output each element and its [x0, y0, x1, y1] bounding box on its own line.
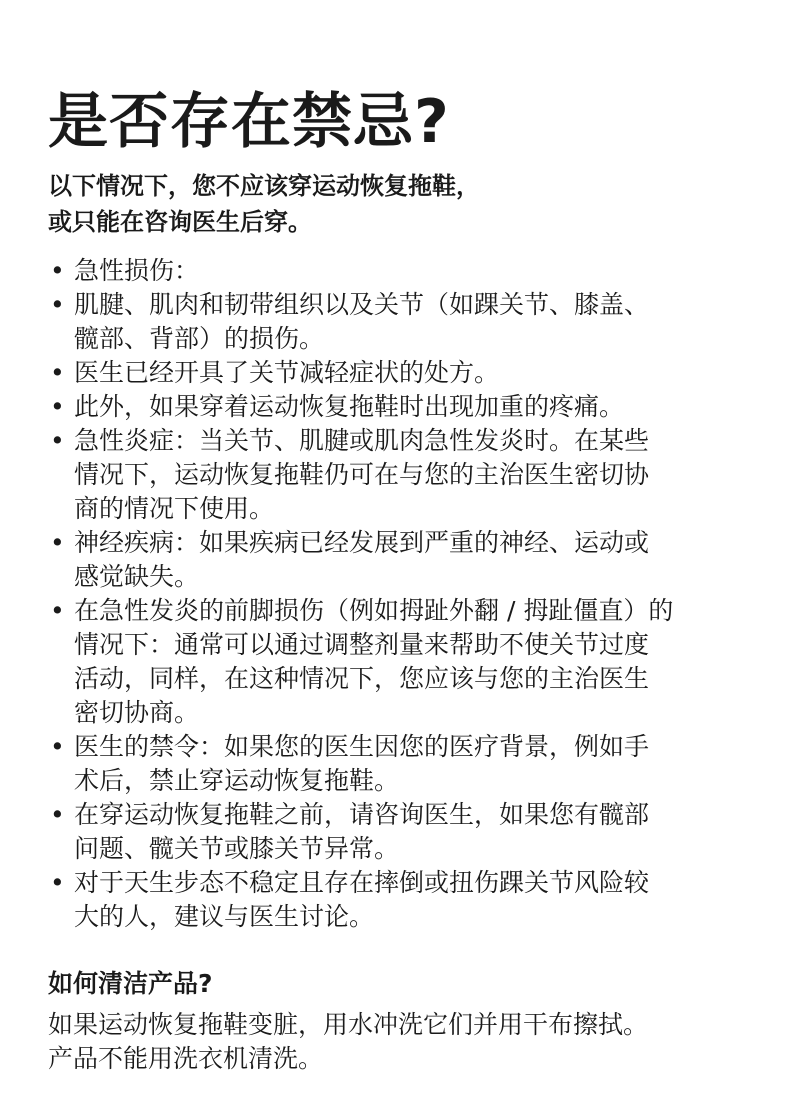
list-item: [48, 730, 748, 798]
list-item: [48, 526, 748, 594]
cleaning-line: 如果运动恢复拖鞋变脏，用水冲洗它们并用干布擦拭。: [48, 1010, 649, 1039]
page-title: 是否存在禁忌?: [48, 87, 450, 157]
list-item: [48, 798, 748, 866]
bullet: •: [50, 290, 65, 319]
list-item: [48, 424, 748, 526]
list-item-line: 急性损伤：: [74, 256, 200, 285]
list-item-line: 急性炎症：当关节、肌腱或肌肉急性发炎时。在某些: [74, 426, 650, 455]
list-item-line: 情况下，运动恢复拖鞋仍可在与您的主治医生密切协: [74, 460, 650, 489]
list-item-line: 情况下：通常可以通过调整剂量来帮助不使关节过度: [74, 630, 650, 659]
list-item-line: 感觉缺失。: [74, 562, 200, 591]
list-item-line: 医生的禁令：如果您的医生因您的医疗背景，例如手: [74, 732, 650, 761]
bullet: •: [50, 256, 65, 285]
list-item: [48, 356, 748, 390]
bullet: •: [50, 528, 65, 557]
bullet: •: [50, 732, 65, 761]
bullet: •: [50, 800, 65, 829]
cleaning-line: 产品不能用洗衣机清洗。: [48, 1044, 324, 1073]
list-item-line: 肌腱、肌肉和韧带组织以及关节（如踝关节、膝盖、: [74, 290, 650, 319]
list-item-line: 大的人，建议与医生讨论。: [74, 902, 375, 931]
list-item-line: 问题、髋关节或膝关节异常。: [74, 834, 400, 863]
intro-paragraph: [48, 168, 748, 240]
bullet: •: [50, 358, 65, 387]
cleaning-section-title: 如何清洁产品?: [48, 969, 213, 998]
bullet: •: [50, 868, 65, 897]
list-item: [48, 866, 748, 934]
list-item-line: 密切协商。: [74, 698, 200, 727]
list-item-line: 对于天生步态不稳定且存在摔倒或扭伤踝关节风险较: [74, 868, 650, 897]
list-item: [48, 390, 748, 424]
list-item-line: 在急性发炎的前脚损伤（例如拇趾外翻 / 拇趾僵直）的: [74, 596, 674, 625]
bullet: •: [50, 596, 65, 625]
list-item-line: 医生已经开具了关节减轻症状的处方。: [74, 358, 500, 387]
list-item: [48, 288, 748, 356]
intro-line: 或只能在咨询医生后穿。: [48, 208, 312, 236]
list-item-line: 在穿运动恢复拖鞋之前，请咨询医生，如果您有髋部: [74, 800, 650, 829]
cleaning-paragraph: [48, 1008, 648, 1076]
contraindication-list: [48, 254, 748, 934]
intro-line: 以下情况下，您不应该穿运动恢复拖鞋，: [48, 172, 480, 200]
bullet: •: [50, 426, 65, 455]
list-item-line: 此外，如果穿着运动恢复拖鞋时出现加重的疼痛。: [74, 392, 625, 421]
list-item-line: 神经疾病：如果疾病已经发展到严重的神经、运动或: [74, 528, 650, 557]
list-item-line: 商的情况下使用。: [74, 494, 275, 523]
list-item-line: 术后，禁止穿运动恢复拖鞋。: [74, 766, 400, 795]
list-item: [48, 594, 748, 730]
list-item-line: 髋部、背部）的损伤。: [74, 324, 325, 353]
list-item-line: 活动，同样，在这种情况下，您应该与您的主治医生: [74, 664, 650, 693]
list-item: [48, 254, 748, 288]
bullet: •: [50, 392, 65, 421]
